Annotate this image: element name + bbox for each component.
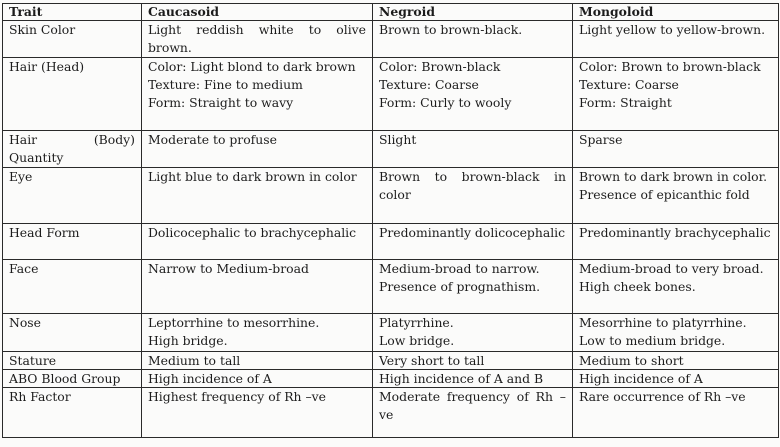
table-row bbox=[3, 260, 779, 314]
racial-traits-table bbox=[2, 3, 779, 438]
caucasoid-cell bbox=[142, 314, 373, 352]
negroid-cell bbox=[373, 352, 573, 370]
cell-line: Medium-broad to very broad. bbox=[579, 261, 764, 276]
cell-line: Brown to dark brown in color. bbox=[579, 169, 768, 184]
cell-line: High cheek bones. bbox=[579, 279, 696, 294]
cell-line: High incidence of A bbox=[148, 371, 272, 386]
cell-line: Light blue to dark brown in color bbox=[148, 169, 357, 184]
mongoloid-cell bbox=[573, 314, 779, 352]
cell-line: Light yellow to yellow-brown. bbox=[579, 22, 766, 37]
table-row bbox=[3, 370, 779, 388]
table-row bbox=[3, 21, 779, 58]
caucasoid-cell bbox=[142, 21, 373, 58]
cell-line: Narrow to Medium-broad bbox=[148, 261, 309, 276]
mongoloid-cell bbox=[573, 388, 779, 438]
cell-line: Moderate to profuse bbox=[148, 132, 277, 147]
cell-line: High incidence of A bbox=[579, 371, 703, 386]
cell-line: Medium to tall bbox=[148, 353, 241, 368]
trait-cell: Eye bbox=[3, 168, 142, 224]
cell-line: Highest frequency of Rh –ve bbox=[148, 389, 326, 404]
cell-line: Sparse bbox=[579, 132, 623, 147]
cell-line: Texture: Fine to medium bbox=[148, 77, 303, 92]
cell-line: Platyrrhine. bbox=[379, 315, 454, 330]
cell-line: Dolicocephalic to brachycephalic bbox=[148, 225, 357, 240]
negroid-cell bbox=[373, 131, 573, 168]
trait-cell: Face bbox=[3, 260, 142, 314]
mongoloid-cell bbox=[573, 352, 779, 370]
trait-cell: Head Form bbox=[3, 224, 142, 260]
table-row bbox=[3, 314, 779, 352]
cell-line: Predominantly brachycephalic bbox=[579, 225, 771, 240]
mongoloid-cell bbox=[573, 21, 779, 58]
cell-line: Presence of epicanthic fold bbox=[579, 187, 750, 202]
mongoloid-cell bbox=[573, 260, 779, 314]
header-trait: Trait bbox=[3, 4, 142, 21]
cell-line: Mesorrhine to platyrrhine. bbox=[579, 315, 747, 330]
negroid-cell bbox=[373, 224, 573, 260]
cell-line: Presence of prognathism. bbox=[379, 279, 541, 294]
negroid-cell bbox=[373, 314, 573, 352]
trait-cell: Rh Factor bbox=[3, 388, 142, 438]
mongoloid-cell bbox=[573, 168, 779, 224]
cell-line: Color: Brown to brown-black bbox=[579, 59, 761, 74]
table-row bbox=[3, 352, 779, 370]
cell-line: Light reddish white to olive brown. bbox=[148, 22, 366, 55]
caucasoid-cell bbox=[142, 352, 373, 370]
cell-line: Medium to short bbox=[579, 353, 684, 368]
cell-line: Form: Straight to wavy bbox=[148, 95, 294, 110]
trait-cell: Nose bbox=[3, 314, 142, 352]
cell-line: Low bridge. bbox=[379, 333, 455, 348]
cell-line: Texture: Coarse bbox=[379, 77, 479, 92]
trait-cell: Skin Color bbox=[3, 21, 142, 58]
caucasoid-cell bbox=[142, 131, 373, 168]
cell-line: Texture: Coarse bbox=[579, 77, 679, 92]
caucasoid-cell bbox=[142, 388, 373, 438]
mongoloid-cell bbox=[573, 131, 779, 168]
negroid-cell bbox=[373, 260, 573, 314]
table-row bbox=[3, 168, 779, 224]
cell-line: High incidence of A and B bbox=[379, 371, 544, 386]
caucasoid-cell bbox=[142, 260, 373, 314]
cell-line: Brown to brown-black. bbox=[379, 22, 523, 37]
caucasoid-cell bbox=[142, 224, 373, 260]
cell-line: Moderate frequency of Rh –ve bbox=[379, 389, 566, 422]
cell-line: Medium-broad to narrow. bbox=[379, 261, 540, 276]
trait-cell: Stature bbox=[3, 352, 142, 370]
trait-cell: ABO Blood Group bbox=[3, 370, 142, 388]
cell-line: High bridge. bbox=[148, 333, 228, 348]
cell-line: Color: Light blond to dark brown bbox=[148, 59, 356, 74]
table-row bbox=[3, 131, 779, 168]
caucasoid-cell bbox=[142, 168, 373, 224]
cell-line: Leptorrhine to mesorrhine. bbox=[148, 315, 320, 330]
caucasoid-cell bbox=[142, 58, 373, 131]
mongoloid-cell bbox=[573, 370, 779, 388]
trait-cell: Hair (Head) bbox=[3, 58, 142, 131]
negroid-cell bbox=[373, 388, 573, 438]
cell-line: Color: Brown-black bbox=[379, 59, 501, 74]
cell-line: Form: Straight bbox=[579, 95, 672, 110]
cell-line: Low to medium bridge. bbox=[579, 333, 726, 348]
cell-line: Brown to brown-black in color bbox=[379, 169, 566, 202]
negroid-cell bbox=[373, 168, 573, 224]
table-row bbox=[3, 58, 779, 131]
table-header-row bbox=[3, 4, 779, 21]
trait-cell: Hair (Body) Quantity bbox=[3, 131, 142, 168]
negroid-cell bbox=[373, 21, 573, 58]
negroid-cell bbox=[373, 58, 573, 131]
caucasoid-cell bbox=[142, 370, 373, 388]
mongoloid-cell bbox=[573, 224, 779, 260]
mongoloid-cell bbox=[573, 58, 779, 131]
header-negroid: Negroid bbox=[373, 4, 573, 21]
header-caucasoid: Caucasoid bbox=[142, 4, 373, 21]
header-mongoloid: Mongoloid bbox=[573, 4, 779, 21]
negroid-cell bbox=[373, 370, 573, 388]
cell-line: Rare occurrence of Rh –ve bbox=[579, 389, 746, 404]
cell-line: Very short to tall bbox=[379, 353, 485, 368]
cell-line: Form: Curly to wooly bbox=[379, 95, 512, 110]
cell-line: Slight bbox=[379, 132, 417, 147]
cell-line: Predominantly dolicocephalic bbox=[379, 225, 566, 240]
table-row bbox=[3, 388, 779, 438]
table-row bbox=[3, 224, 779, 260]
